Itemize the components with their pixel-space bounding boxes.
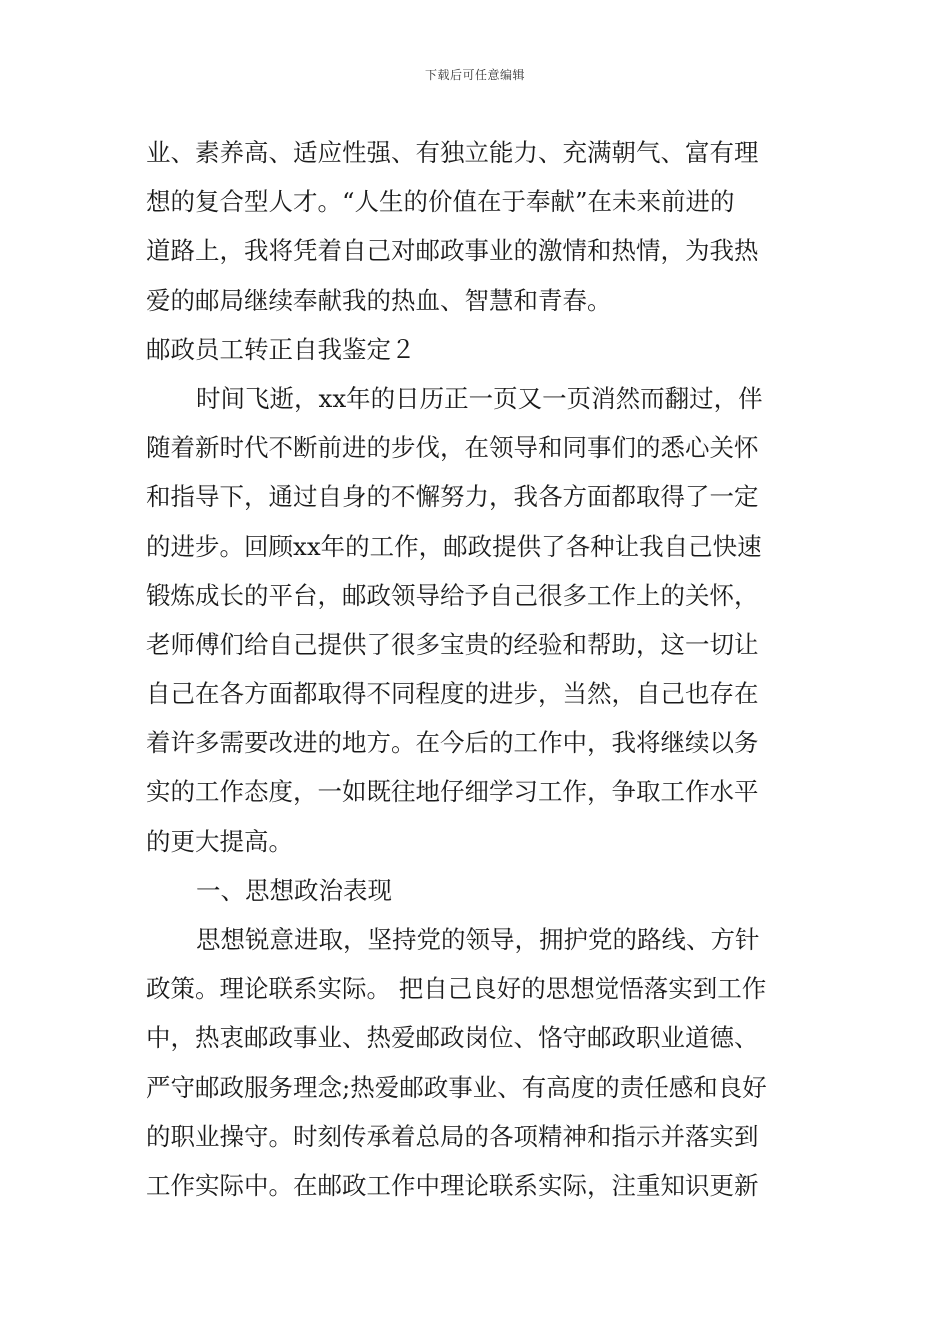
text-line: 随着新时代不断前进的步伐，在领导和同事们的悉心关怀 [146,433,759,463]
text-line: 实的工作态度，一如既往地仔细学习工作，争取工作水平 [146,777,759,807]
text-line: 锻炼成长的平台，邮政领导给予自己很多工作上的关怀， [146,580,759,610]
header-note: 下载后可任意编辑 [424,68,525,82]
text-line: 爱的邮局继续奉献我的热血、智慧和青春。 [146,285,612,315]
paragraph-first-line: 时间飞逝，xx年的日历正一页又一页消然而翻过，伴 [196,383,763,413]
text-line: 和指导下，通过自身的不懈努力，我各方面都取得了一定 [146,482,759,512]
text-line: 工作实际中。在邮政工作中理论联系实际，注重知识更新 [146,1170,759,1200]
subsection-heading: 一、思想政治表现 [196,875,392,905]
text-line: 严守邮政服务理念;热爱邮政事业、有高度的责任感和良好 [146,1072,767,1102]
text-line: 的职业操守。时刻传承着总局的各项精神和指示并落实到 [146,1121,759,1151]
text-line: 道路上，我将凭着自己对邮政事业的激情和热情，为我热 [146,236,759,266]
paragraph-first-line: 思想锐意进取，坚持党的领导，拥护党的路线、方针 [196,925,760,954]
text-line: 的更大提高。 [146,826,293,856]
text-line: 业、素养高、适应性强、有独立能力、充满朝气、富有理 [146,138,759,167]
text-line: 的进步。回顾xx年的工作，邮政提供了各种让我自己快速 [146,531,762,561]
text-line: 政策。理论联系实际。 把自己良好的思想觉悟落实到工作 [146,974,767,1004]
text-line: 老师傅们给自己提供了很多宝贵的经验和帮助，这一切让 [146,629,759,659]
document-body [146,128,808,1210]
text-line: 自己在各方面都取得不同程度的进步，当然，自己也存在 [146,679,759,709]
text-line: 中，热衷邮政事业、热爱邮政岗位、恪守邮政职业道德、 [146,1023,759,1053]
section-heading: 邮政员工转正自我鉴定２ [146,334,416,364]
text-line: 想的复合型人才。“人生的价值在于奉献”在未来前进的 [146,187,735,217]
text-line: 着许多需要改进的地方。在今后的工作中，我将继续以务 [146,728,759,758]
